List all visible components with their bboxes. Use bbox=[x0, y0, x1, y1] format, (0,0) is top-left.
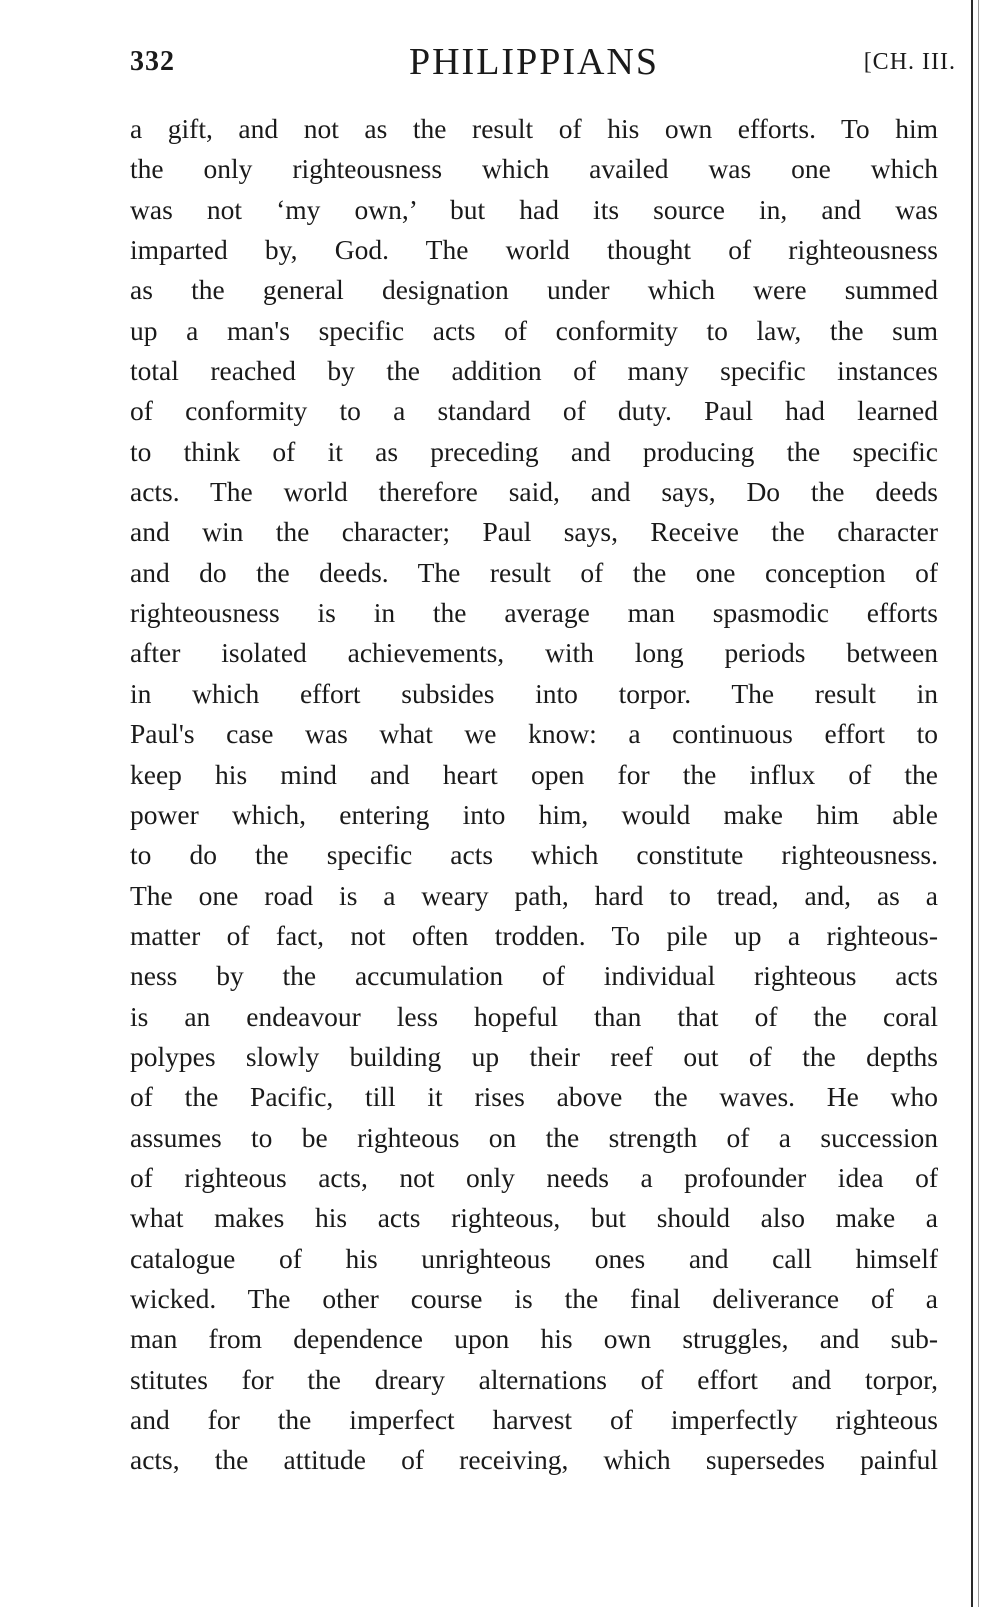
text-line: righteousness is in the average man spasmodic efforts bbox=[130, 597, 938, 629]
page-edge-rule bbox=[971, 0, 973, 1607]
text-line: acts. The world therefore said, and says, Do the deeds bbox=[130, 476, 938, 508]
body-text bbox=[130, 109, 938, 1481]
text-line: catalogue of his unrighteous ones and call himself bbox=[130, 1242, 938, 1274]
text-line: of righteous acts, not only needs a profounder idea of bbox=[130, 1161, 938, 1193]
text-line: ness by the accumulation of individual righteous acts bbox=[130, 960, 938, 992]
text-line: after isolated achievements, with long periods between bbox=[130, 637, 938, 669]
text-line: up a man's specific acts of conformity to law, the sum bbox=[130, 314, 938, 346]
text-line: man from dependence upon his own struggles, and sub- bbox=[130, 1323, 938, 1355]
text-line: and do the deeds. The result of the one conception of bbox=[130, 556, 938, 588]
text-line: and win the character; Paul says, Receive the character bbox=[130, 516, 938, 548]
text-line: of conformity to a standard of duty. Paul had learned bbox=[130, 395, 938, 427]
text-line: to think of it as preceding and producing the specific bbox=[130, 435, 938, 467]
chapter-reference: [CH. III. bbox=[863, 49, 956, 75]
running-header bbox=[130, 40, 956, 88]
text-line: polypes slowly building up their reef out of the depths bbox=[130, 1040, 938, 1072]
text-line: stitutes for the dreary alternations of effort and torpor, bbox=[130, 1363, 938, 1395]
text-line: wicked. The other course is the final deliverance of a bbox=[130, 1282, 938, 1314]
text-line: The one road is a weary path, hard to tread, and, as a bbox=[130, 879, 938, 911]
text-line: a gift, and not as the result of his own efforts. To him bbox=[130, 113, 938, 144]
text-line: in which effort subsides into torpor. The result in bbox=[130, 677, 938, 709]
text-line: power which, entering into him, would make him able bbox=[130, 798, 938, 830]
text-line: acts, the attitude of receiving, which supersedes painful bbox=[130, 1444, 938, 1476]
text-line: was not ‘my own,’ but had its source in, and was bbox=[130, 193, 938, 225]
text-line: as the general designation under which were summed bbox=[130, 274, 938, 306]
text-line: assumes to be righteous on the strength of a succession bbox=[130, 1121, 938, 1153]
text-line: what makes his acts righteous, but should also make a bbox=[130, 1202, 938, 1234]
text-line: total reached by the addition of many specific instances bbox=[130, 355, 938, 387]
text-line: imparted by, God. The world thought of righteousness bbox=[130, 234, 938, 266]
page-edge-rule-inner bbox=[978, 0, 979, 1607]
text-line: Paul's case was what we know: a continuous effort to bbox=[130, 718, 938, 750]
text-line: and for the imperfect harvest of imperfectly righteous bbox=[130, 1404, 938, 1435]
text-line: is an endeavour less hopeful than that of the coral bbox=[130, 1000, 938, 1032]
page-number: 332 bbox=[130, 46, 175, 77]
text-line: the only righteousness which availed was one which bbox=[130, 153, 938, 185]
text-line: to do the specific acts which constitute righteousness. bbox=[130, 839, 938, 871]
text-line: keep his mind and heart open for the influx of the bbox=[130, 758, 938, 790]
text-line: of the Pacific, till it rises above the waves. He who bbox=[130, 1081, 938, 1113]
text-line: matter of fact, not often trodden. To pile up a righteous- bbox=[130, 919, 938, 951]
running-title: PHILIPPIANS bbox=[408, 41, 660, 83]
